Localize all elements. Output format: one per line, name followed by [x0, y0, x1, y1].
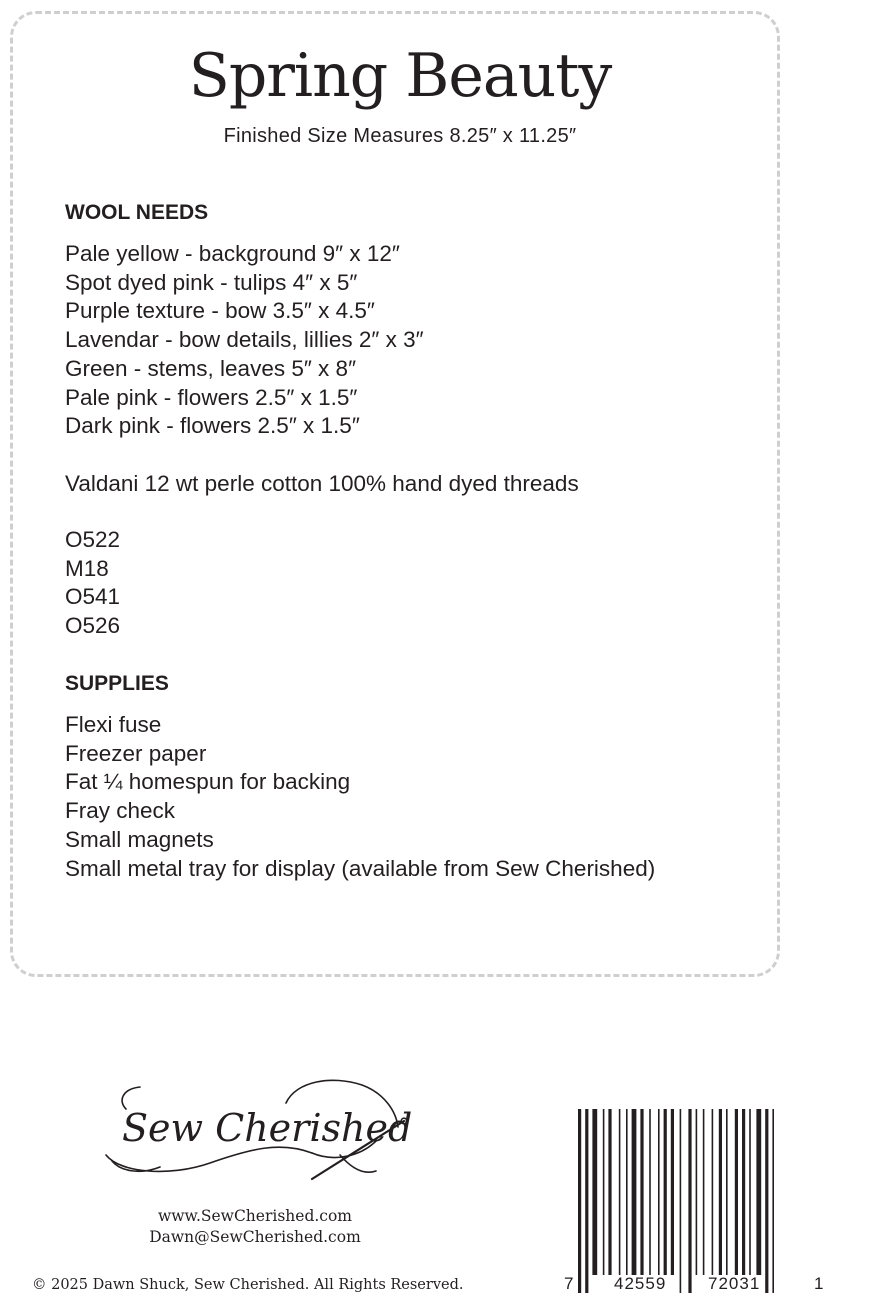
sew-cherished-logo: [100, 1075, 420, 1185]
barcode-bar: [608, 1109, 611, 1275]
barcode-bar: [688, 1109, 691, 1293]
list-item: Green - stems, leaves 5″ x 8″: [65, 355, 357, 381]
list-item: Pale yellow - background 9″ x 12″: [65, 241, 400, 266]
barcode-bar: [726, 1109, 728, 1275]
list-item: Small magnets: [65, 826, 214, 852]
thread-code: O541: [65, 584, 121, 610]
list-item: Fat ¼ homespun for backing: [65, 769, 351, 795]
barcode-bar: [626, 1109, 628, 1275]
barcode-bar: [772, 1109, 774, 1293]
barcode-bar: [578, 1109, 581, 1293]
barcode-bar: [671, 1109, 674, 1275]
list-item: Purple texture - bow 3.5″ x 4.5″: [65, 298, 375, 324]
email-link[interactable]: Dawn@SewCherished.com: [149, 1228, 361, 1246]
copyright-notice: © 2025 Dawn Shuck, Sew Cherished. All Rights Reserved.: [32, 1277, 464, 1293]
barcode-bar: [658, 1109, 660, 1275]
barcode-bar: [749, 1109, 751, 1275]
supplies-list: [65, 711, 655, 883]
barcode-bar: [696, 1109, 698, 1275]
barcode-bar: [712, 1109, 714, 1275]
barcode-bar: [603, 1109, 605, 1275]
list-item: Dark pink - flowers 2.5″ x 1.5″: [65, 413, 360, 439]
barcode-bar: [640, 1109, 643, 1275]
list-item: Freezer paper: [65, 740, 207, 766]
thread-codes-list: [65, 526, 120, 641]
wool-needs-heading: WOOL NEEDS: [65, 201, 209, 224]
finished-size: Finished Size Measures 8.25″ x 11.25″: [223, 125, 577, 147]
barcode-bar: [719, 1109, 722, 1275]
barcode-digit-right: 1: [814, 1274, 824, 1293]
thread-code: O526: [65, 613, 121, 639]
barcode-digits-group-2: 72031: [708, 1274, 761, 1293]
barcode-bar: [592, 1109, 597, 1275]
barcode-bar: [703, 1109, 705, 1275]
list-item: Flexi fuse: [65, 712, 162, 737]
barcode-bar: [680, 1109, 682, 1293]
barcode-bar: [735, 1109, 738, 1275]
list-item: Spot dyed pink - tulips 4″ x 5″: [65, 269, 358, 295]
barcode-bar: [664, 1109, 667, 1275]
list-item: Pale pink - flowers 2.5″ x 1.5″: [65, 384, 358, 410]
barcode-bar: [649, 1109, 651, 1275]
supplies-heading: SUPPLIES: [65, 672, 169, 695]
thread-code: O522: [65, 527, 121, 552]
thread-description: Valdani 12 wt perle cotton 100% hand dyed threads: [65, 471, 579, 496]
thread-code: M18: [65, 555, 109, 581]
barcode-bar: [619, 1109, 621, 1275]
barcode-bar: [742, 1109, 745, 1275]
barcode-bars: [578, 1109, 774, 1293]
barcode-bar: [756, 1109, 761, 1275]
barcode-digits-group-1: 42559: [614, 1274, 667, 1293]
website-link[interactable]: www.SewCherished.com: [158, 1207, 352, 1225]
barcode-digit-left: 7: [564, 1274, 574, 1293]
list-item: Fray check: [65, 798, 176, 824]
wool-needs-list: [65, 240, 424, 441]
upc-barcode: [556, 1105, 826, 1297]
list-item: Small metal tray for display (available from Sew Cherished): [65, 855, 656, 881]
barcode-bar: [632, 1109, 637, 1275]
list-item: Lavendar - bow details, lillies 2″ x 3″: [65, 327, 424, 353]
pattern-title: Spring Beauty: [188, 41, 612, 111]
logo-lettering: Sew Cherished: [122, 1106, 413, 1150]
barcode-bar: [585, 1109, 588, 1293]
barcode-bar: [765, 1109, 768, 1293]
